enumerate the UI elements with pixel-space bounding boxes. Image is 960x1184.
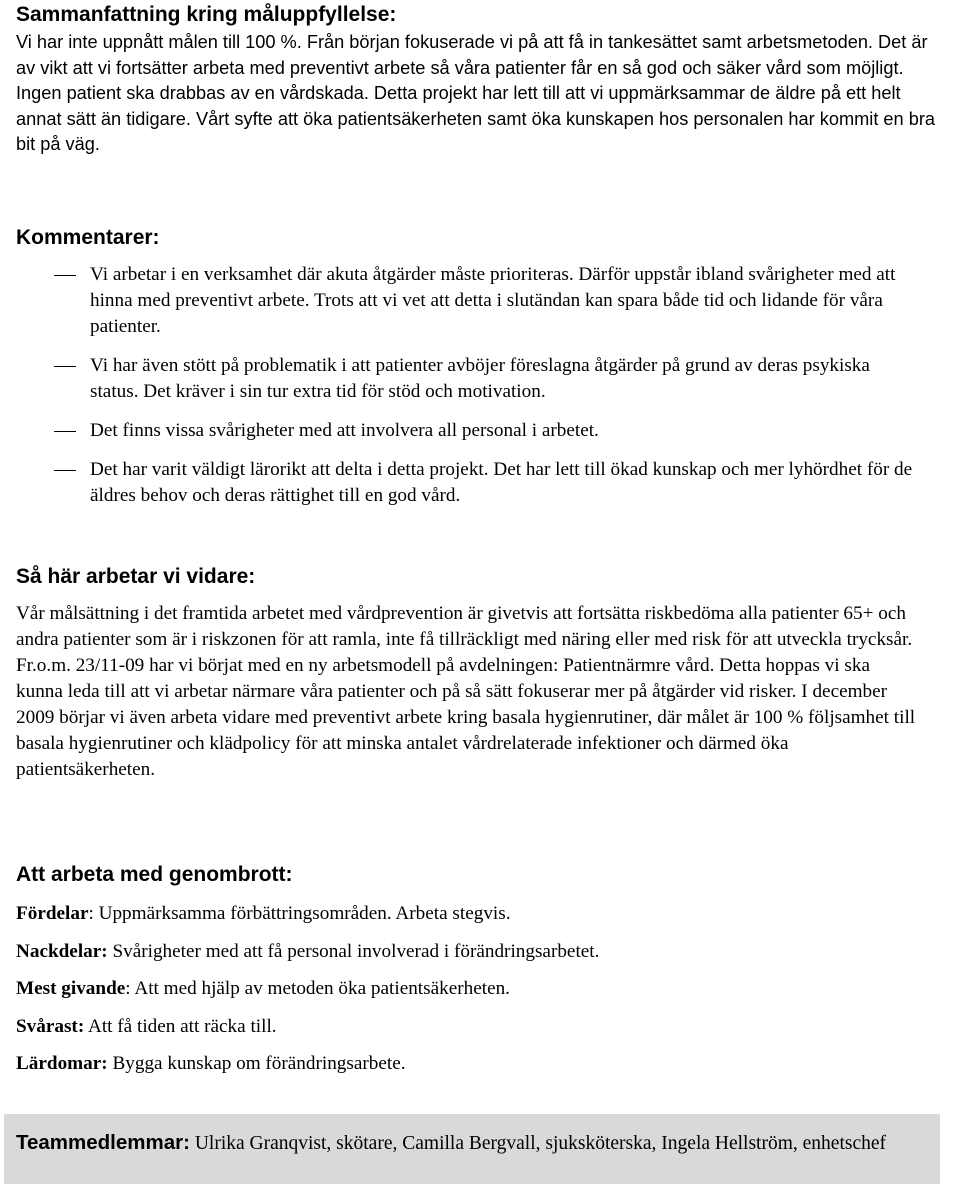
breakthrough-list [16,901,916,1077]
comment-text: Det har varit väldigt lärorikt att delta i detta projekt. Det har lett till ökad kunskap och mer lyhördhet för de äldres behov och deras rättighet till en god vård. [90,459,913,506]
item-label: Nackdelar: [16,940,108,962]
next-steps-heading: Så här arbetar vi vidare: [16,565,256,588]
comment-text: Vi har även stött på problematik i att patienter avböjer föreslagna åtgärder på grund av deras psykiska status. Det kräver i sin tur extra tid för stöd och motivation. [90,355,870,402]
breakthrough-heading: Att arbeta med genombrott: [16,863,293,886]
breakthrough-item [16,1014,916,1040]
comments-list [16,262,916,509]
breakthrough-item [16,901,916,927]
comment-text: Det finns vissa svårigheter med att involvera all personal i arbetet. [90,420,599,441]
summary-heading: Sammanfattning kring måluppfyllelse: [16,3,397,26]
dash-bullet-icon [54,366,76,367]
team-text: Ulrika Granqvist, skötare, Camilla Bergvall, sjuksköterska, Ingela Hellström, enhetschef [194,1133,887,1154]
breakthrough-item [16,976,916,1002]
team-members [16,1129,926,1157]
comment-item [16,418,916,444]
item-text: Uppmärksamma förbättringsområden. Arbeta stegvis. [98,903,511,924]
item-text: Att få tiden att räcka till. [87,1015,277,1037]
summary-paragraph: Vi har inte uppnått målen till 100 %. Från början fokuserade vi på att få in tankesättet samt arbetsmetoden. Det är av vikt att vi fortsätter arbeta med preventivt arbete så våra patienter får en så god och säker vård som möjligt. Ingen patient ska drabbas av en vårdskada. Detta projekt har lett till att vi uppmärksammar de äldre på ett helt annat sätt än tidigare. Vårt syfte att öka patientsäkerheten samt öka kunskapen hos personalen har kommit en bra bit på väg. [16,32,936,154]
comment-item [16,353,916,405]
item-label: Fördelar [16,903,89,924]
item-text: Svårigheter med att få personal involverad i förändringsarbetet. [112,940,600,962]
item-text: Bygga kunskap om förändringsarbete. [112,1053,406,1074]
breakthrough-item [16,939,916,965]
comment-item [16,262,916,340]
dash-bullet-icon [54,431,76,432]
item-label: Mest givande [16,978,126,999]
item-label: Svårast: [16,1015,85,1037]
next-steps-paragraph: Vår målsättning i det framtida arbetet med vårdprevention är givetvis att fortsätta riskbedöma alla patienter 65+ och andra patienter som är i riskzonen för att ramla, inte få tillräckligt med näring eller med risk för att utveckla trycksår. Fr.o.m. 23/11-09 har vi börjat med en ny arbetsmodell på avdelningen: Patientnärmre vård. Detta hoppas vi ska kunna leda till att vi arbetar närmare våra patienter och på så sätt fokuserar mer på åtgärder vid risker. I december 2009 börjar vi även arbeta vidare med preventivt arbete kring basala hygienrutiner, där målet är 100 % följsamhet till basala hygienrutiner och klädpolicy för att minska antalet vårdrelaterade infektioner och därmed öka patientsäkerheten. [16,603,916,780]
item-separator: : [125,978,135,999]
item-separator: : [88,903,99,924]
item-text: Att med hjälp av metoden öka patientsäkerheten. [134,978,510,999]
comments-heading: Kommentarer: [16,226,160,249]
item-label: Lärdomar: [16,1053,108,1074]
comment-item [16,457,916,509]
dash-bullet-icon [54,275,76,276]
team-label: Teammedlemmar: [16,1131,190,1154]
dash-bullet-icon [54,470,76,471]
comment-text: Vi arbetar i en verksamhet där akuta åtgärder måste prioriteras. Därför uppstår ibland svårigheter med att hinna med preventivt arbete. Trots att vi vet att detta i slutändan kan spara både tid och lidande för våra patienter. [90,264,896,337]
breakthrough-item [16,1051,916,1077]
